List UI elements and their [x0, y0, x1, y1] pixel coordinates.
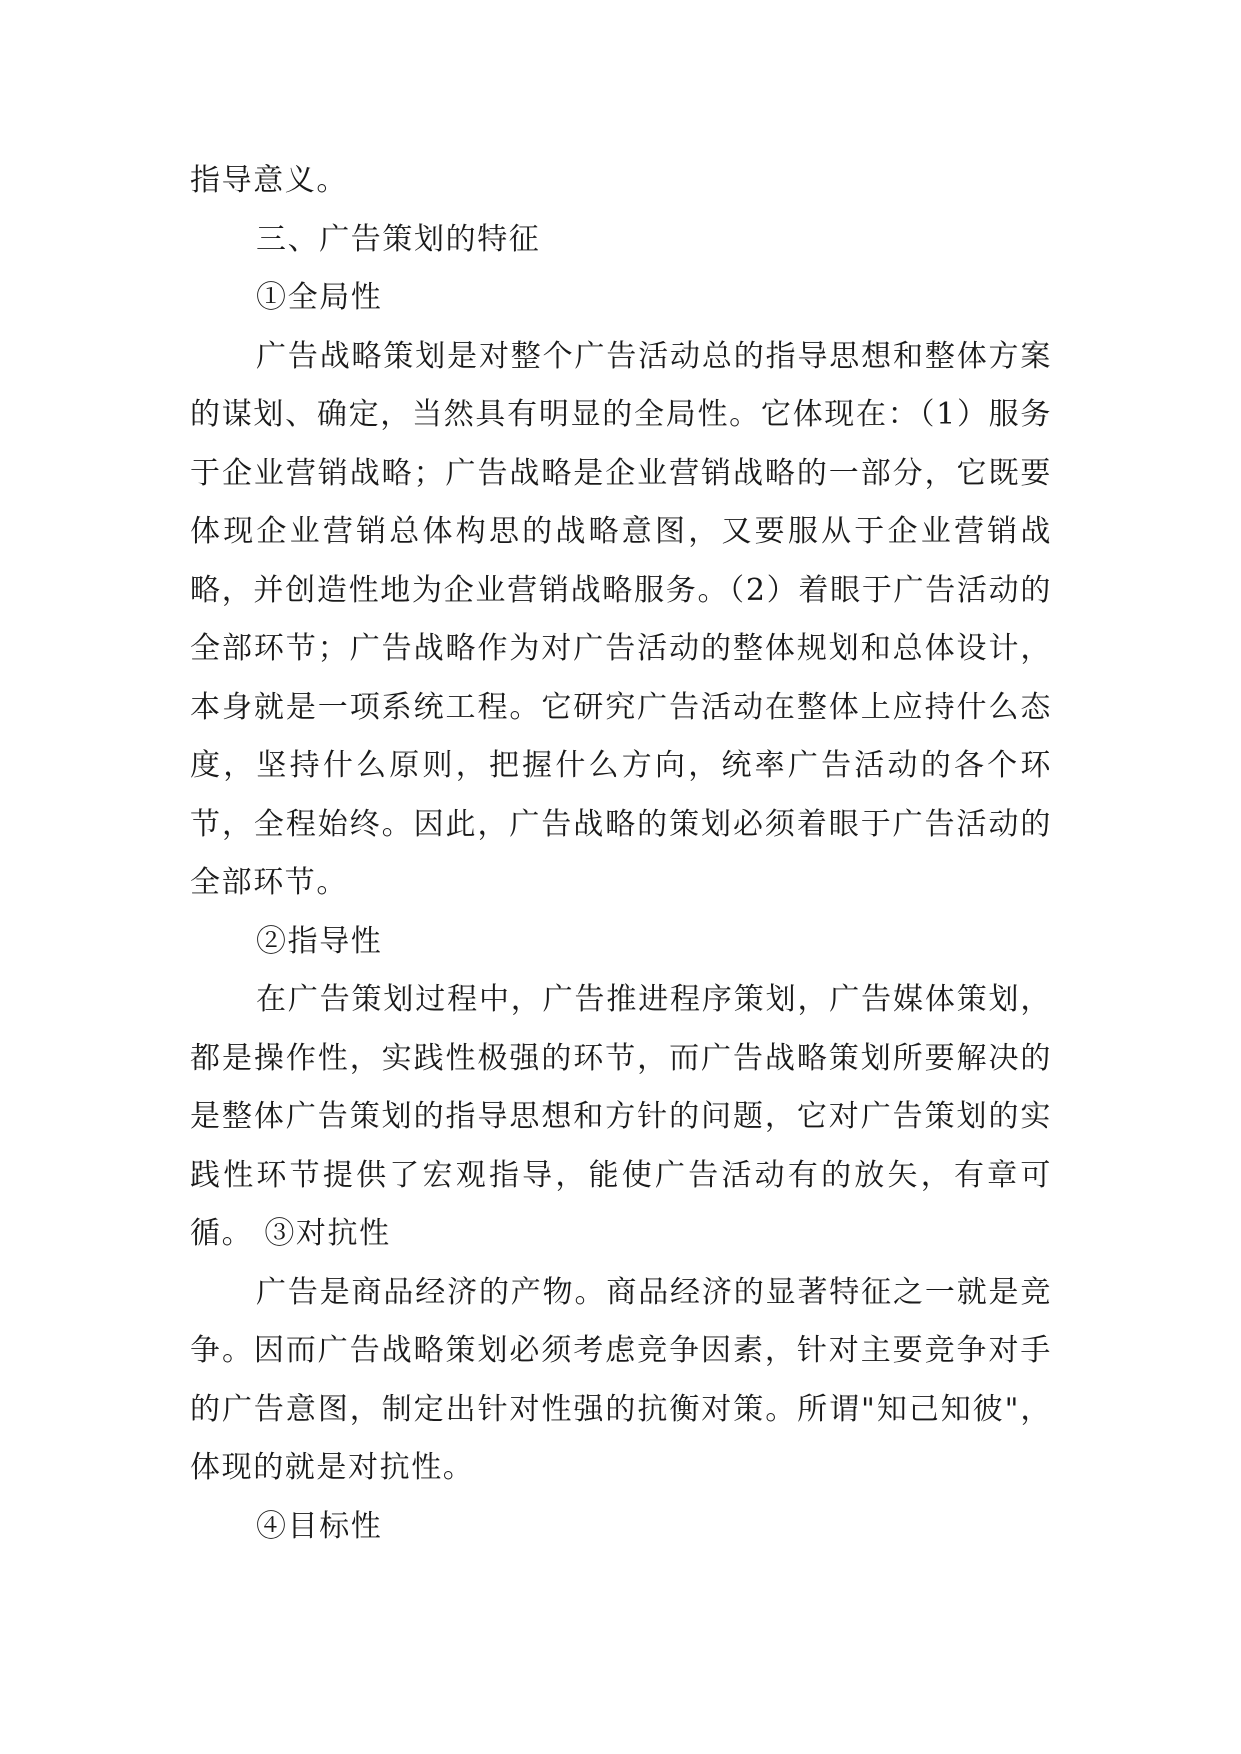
- subheading-globality: ①全局性: [256, 280, 383, 315]
- paragraph-guidance: 在广告策划过程中，广告推进程序策划，广告媒体策划，都是操作性，实践性极强的环节，而广告战略策划所要解决的是整体广告策划的指导思想和方针的问题，它对广告策划的实践性环节提供了宏观指导，能使广告活动有的放矢，有章可循。 ③对抗性: [190, 982, 1052, 1251]
- paragraph-globality: 广告战略策划是对整个广告活动总的指导思想和整体方案的谋划、确定，当然具有明显的全局性。它体现在：（1）服务于企业营销战略；广告战略是企业营销战略的一部分，它既要体现企业营销总体构思的战略意图，又要服从于企业营销战略，并创造性地为企业营销战略服务。（2）着眼于广告活动的全部环节；广告战略作为对广告活动的整体规划和总体设计，本身就是一项系统工程。它研究广告活动在整体上应持什么态度，坚持什么原则，把握什么方向，统率广告活动的各个环节，全程始终。因此，广告战略的策划必须着眼于广告活动的全部环节。: [190, 338, 1052, 900]
- section-heading: 三、广告策划的特征: [256, 221, 541, 257]
- subheading-goal-orientation: ④目标性: [256, 1508, 383, 1544]
- paragraph-continuation: 指导意义。: [190, 163, 348, 198]
- document-body: [190, 152, 1052, 1556]
- paragraph-confrontation: 广告是商品经济的产物。商品经济的显著特征之一就是竞争。因而广告战略策划必须考虑竞争因素，针对主要竞争对手的广告意图，制定出针对性强的抗衡对策。所谓"知己知彼"，体现的就是对抗性。: [190, 1274, 1052, 1485]
- subheading-guidance: ②指导性: [256, 923, 383, 959]
